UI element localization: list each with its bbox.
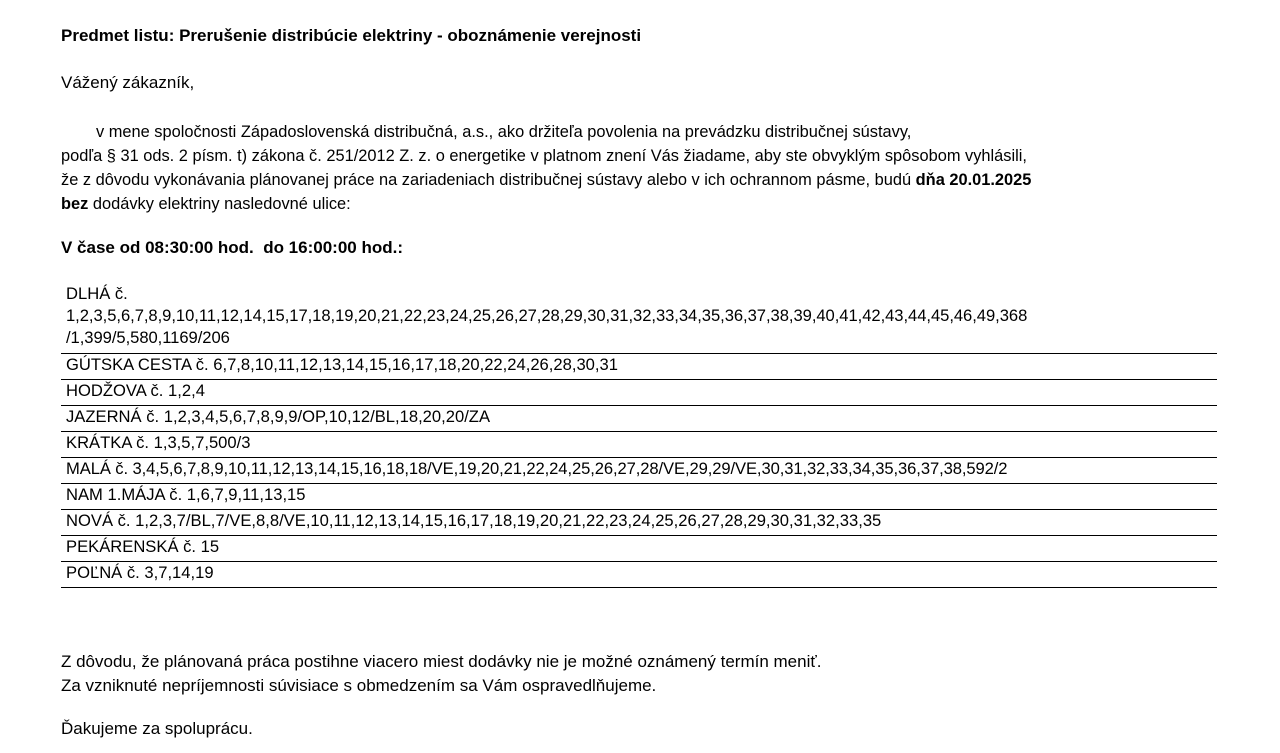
body-line-3-text: že z dôvodu vykonávania plánovanej práce na zariadeniach distribučnej sústavy alebo v ich ochrannom pásme, budú <box>61 171 916 189</box>
street-jazerna: JAZERNÁ č. 1,2,3,4,5,6,7,8,9,9/OP,10,12/BL,18,20,20/ZA <box>66 407 491 426</box>
street-row-nam <box>61 484 1217 510</box>
greeting: Vážený zákazník, <box>61 73 195 92</box>
street-row-kratka <box>61 432 1217 458</box>
body-line-4 <box>61 192 1226 216</box>
street-hodzova: HODŽOVA č. 1,2,4 <box>66 381 205 400</box>
street-row-pekarenska <box>61 536 1217 562</box>
body-line-4-text: dodávky elektriny nasledovné ulice: <box>88 195 351 213</box>
street-row-hodzova <box>61 380 1217 406</box>
street-row-nova <box>61 510 1217 536</box>
body-line-3 <box>61 168 1226 192</box>
body-paragraph <box>61 120 1226 216</box>
street-row-dlha <box>61 283 1217 354</box>
thanks-line: Ďakujeme za spoluprácu. <box>61 719 253 738</box>
street-row-gutska <box>61 354 1217 380</box>
outage-date: dňa 20.01.2025 <box>915 171 1032 189</box>
closing-line-2: Za vzniknuté nepríjemnosti súvisiace s obmedzením sa Vám ospravedlňujeme. <box>61 676 657 695</box>
street-nova: NOVÁ č. 1,2,3,7/BL,7/VE,8,8/VE,10,11,12,13,14,15,16,17,18,19,20,21,22,23,24,25,26,27,28,29,30,31,32,33,35 <box>66 511 882 530</box>
street-list <box>61 283 1217 588</box>
street-dlha-numbers: 1,2,3,5,6,7,8,9,10,11,12,14,15,17,18,19,20,21,22,23,24,25,26,27,28,29,30,31,32,33,34,35,36,37,38,39,40,41,42,43,44,45,46,49,368 <box>66 306 1028 325</box>
closing-line-1: Z dôvodu, že plánovaná práca postihne viacero miest dodávky nie je možné oznámený termín meniť. <box>61 652 822 671</box>
street-dlha-label: DLHÁ č. <box>66 284 128 303</box>
closing-paragraph <box>61 650 821 698</box>
street-polna: POĽNÁ č. 3,7,14,19 <box>66 563 214 582</box>
street-row-polna <box>61 562 1217 588</box>
without-label: bez <box>61 195 89 213</box>
street-kratka: KRÁTKA č. 1,3,5,7,500/3 <box>66 433 251 452</box>
street-dlha-numbers-cont: /1,399/5,580,1169/206 <box>66 328 230 347</box>
street-mala: MALÁ č. 3,4,5,6,7,8,9,10,11,12,13,14,15,16,18,18/VE,19,20,21,22,24,25,26,27,28/VE,29,29/VE,30,31,32,33,34,35,36,37,38,592/2 <box>66 459 1008 478</box>
outage-timeframe: V čase od 08:30:00 hod. do 16:00:00 hod.: <box>61 238 403 257</box>
body-line-1: v mene spoločnosti Západoslovenská distribučná, a.s., ako držiteľa povolenia na prevádzku distribučnej sústavy, <box>96 123 912 141</box>
street-gutska: GÚTSKA CESTA č. 6,7,8,10,11,12,13,14,15,16,17,18,20,22,24,26,28,30,31 <box>66 355 618 374</box>
street-row-mala <box>61 458 1217 484</box>
street-row-jazerna <box>61 406 1217 432</box>
letter-subject: Predmet listu: Prerušenie distribúcie elektriny - oboznámenie verejnosti <box>61 26 642 45</box>
street-pekarenska: PEKÁRENSKÁ č. 15 <box>66 537 220 556</box>
body-line-2: podľa § 31 ods. 2 písm. t) zákona č. 251/2012 Z. z. o energetike v platnom znení Vás žiadame, aby ste obvyklým spôsobom vyhlásili, <box>61 147 1027 165</box>
street-nam: NAM 1.MÁJA č. 1,6,7,9,11,13,15 <box>66 485 306 504</box>
